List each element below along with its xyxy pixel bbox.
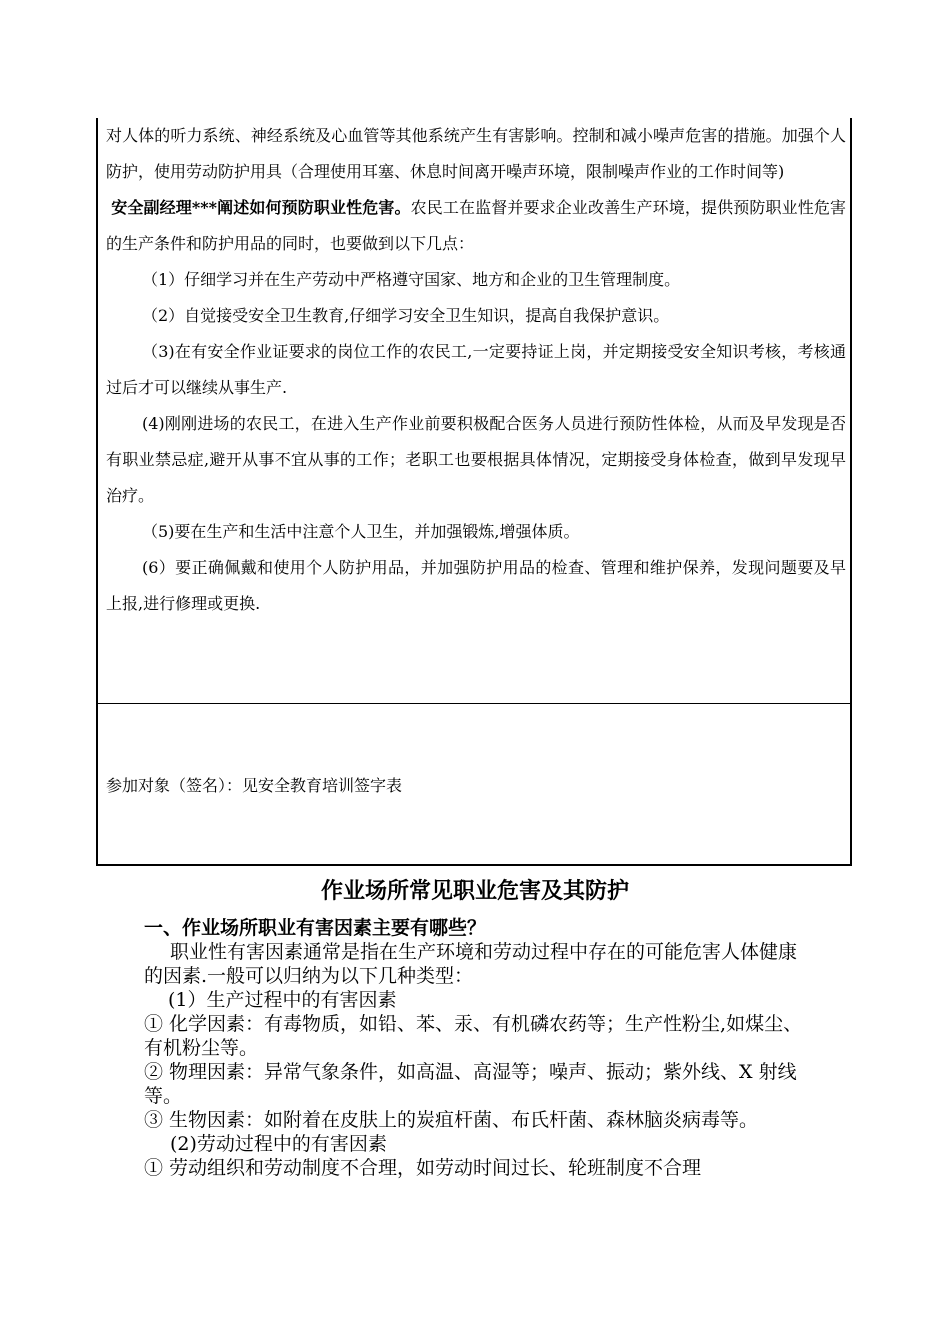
paragraph-point-1: （1）仔细学习并在生产劳动中严格遵守国家、地方和企业的卫生管理制度。: [142, 270, 681, 289]
lead-bold-text: 安全副经理***阐述如何预防职业性危害。: [111, 198, 411, 217]
intro-paragraph: 职业性有害因素通常是指在生产环境和劳动过程中存在的可能危害人体健康的因素.一般可以归纳为以下几种类型：: [144, 941, 798, 987]
item-labor-organization: ① 劳动组织和劳动制度不合理，如劳动时间过长、轮班制度不合理: [144, 1157, 702, 1179]
item-chemical: ① 化学因素：有毒物质，如铅、苯、汞、有机磷农药等；生产性粉尘,如煤尘、有机粉尘等。: [144, 1013, 803, 1059]
subheading-labor: (2)劳动过程中的有害因素: [170, 1133, 387, 1155]
paragraph-point-2: （2）自觉接受安全卫生教育,仔细学习安全卫生知识，提高自我保护意识。: [142, 306, 670, 325]
table-cell-content: [106, 118, 846, 622]
paragraph-point-4: (4)刚刚进场的农民工，在进入生产作业前要积极配合医务人员进行预防性体检，从而及早发现是否有职业禁忌症,避开从事不宜从事的工作；老职工也要根据具体情况，定期接受身体检查，做到早发现早治疗。: [106, 414, 846, 505]
signature-line: 参加对象（签名）：见安全教育培训签字表: [106, 776, 403, 795]
item-biological: ③ 生物因素：如附着在皮肤上的炭疽杆菌、布氏杆菌、森林脑炎病毒等。: [144, 1109, 759, 1131]
page-title: 作业场所常见职业危害及其防护: [320, 878, 629, 904]
item-physical: ② 物理因素：异常气象条件，如高温、高湿等；噪声、振动；紫外线、X 射线等。: [144, 1061, 797, 1107]
document-body: [144, 916, 810, 1180]
subheading-production: (1）生产过程中的有害因素: [168, 989, 397, 1011]
paragraph-noise-measures: 对人体的听力系统、神经系统及心血管等其他系统产生有害影响。控制和减小噪声危害的措施。加强个人防护，使用劳动防护用具（合理使用耳塞、休息时间离开噪声环境，限制噪声作业的工作时间等): [106, 126, 846, 181]
section-heading: 一、作业场所职业有害因素主要有哪些？: [144, 917, 487, 939]
paragraph-point-6: (6）要正确佩戴和使用个人防护用品，并加强防护用品的检查、管理和维护保养，发现问题要及早上报,进行修理或更换.: [106, 558, 846, 613]
lead-rest-text: 农民工在监督并要求企业改善生产环境，提供预防职业性危害的生产条件和防护用品的同时，也要做到以下几点：: [106, 198, 846, 253]
table-row-divider: [96, 703, 852, 704]
paragraph-lead: [106, 190, 846, 262]
paragraph-point-5: （5)要在生产和生活中注意个人卫生，并加强锻炼,增强体质。: [142, 522, 580, 541]
paragraph-point-3: （3)在有安全作业证要求的岗位工作的农民工,一定要持证上岗，并定期接受安全知识考核，考核通过后才可以继续从事生产.: [106, 342, 846, 397]
